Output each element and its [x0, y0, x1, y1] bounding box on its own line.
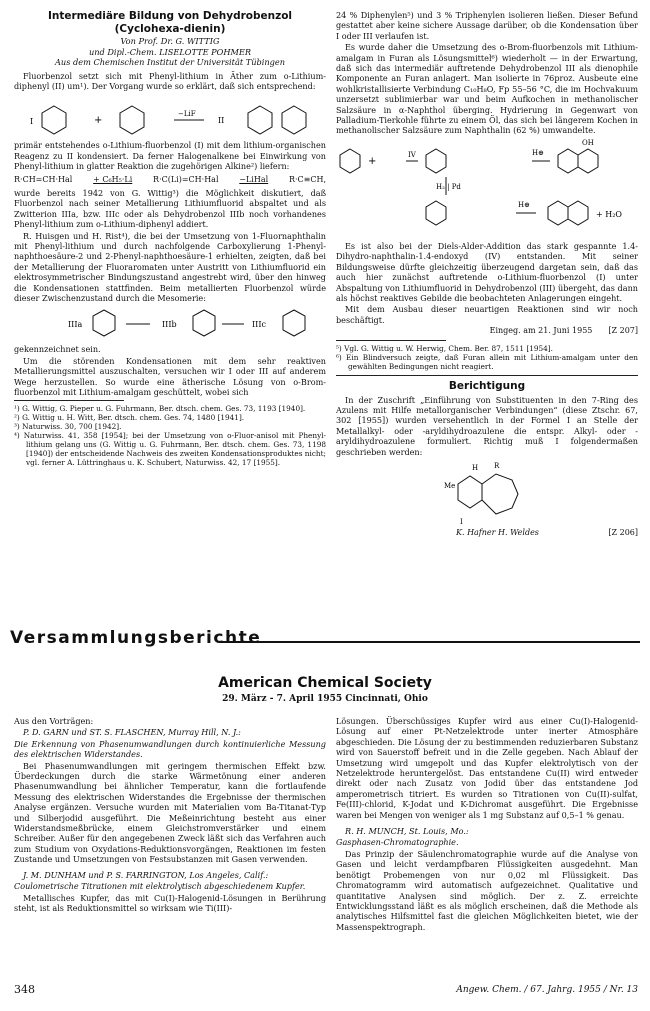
footnote: ⁶) Ein Blindversuch zeigte, daß Furan allein mit Lithium-amalgam unter den gewählten Bedingungen nicht reagiert. — [336, 352, 638, 371]
bicyclic-ring — [426, 149, 446, 173]
institute-line: Aus dem Chemischen Institut der Universität Tübingen — [55, 57, 285, 67]
benzene-ring — [120, 106, 144, 134]
lecture-author: R. H. MUNCH, St. Louis, Mo.: — [345, 826, 469, 837]
page-number: 348 — [14, 983, 35, 996]
atom-label: R — [494, 461, 500, 470]
scheme-1-drawing — [14, 92, 326, 140]
scheme-reagent: + C₆H₅·Li — [93, 174, 133, 184]
received-date: Eingeg. am 21. Juni 1955 — [489, 326, 593, 336]
mesomerism-scheme — [14, 304, 326, 344]
lecture-title: Coulometrische Titrationen mit elektrolytisch abgeschiedenem Kupfer. — [14, 881, 306, 892]
scheme-start: R·CH=CH·Hal — [14, 174, 73, 184]
reagent-label: H⊕ — [518, 200, 530, 209]
coauthor-line: und Dipl.-Chem. LISELOTTE POHMER — [88, 46, 252, 57]
azulene-drawing — [336, 458, 638, 528]
paragraph: Um die störenden Kondensationen mit dem sehr reaktiven Metallierungsmittel auszuschalten, versuchen wir I oder III auf anderem Wege herzustellen. So wurde eine ätherische Lösung von o-Brom-fluorbenzol mit Lithium-amalgam geschüttelt, wobei sich — [14, 355, 326, 398]
reaction-scheme-2 — [14, 175, 326, 185]
footnote: ³) Naturwiss. 30, 700 [1942]. — [14, 422, 122, 432]
svg-text:+: + — [94, 115, 103, 127]
lecture-text: Metallisches Kupfer, das mit Cu(I)-Halogenid-Lösungen in Berührung steht, ist als Reduktionsmittel so wirksam wie Ti(III)- — [14, 892, 326, 913]
naphthalene-ring — [578, 149, 598, 173]
reagent-label: −LiF — [178, 110, 196, 119]
scheme-mid: R·C(Li)=CH·Hal — [153, 174, 219, 184]
author-line: Von Prof. Dr. G. WITTIG — [120, 36, 220, 46]
section-divider — [336, 375, 638, 376]
paragraph: Mit dem Ausbau dieser neuartigen Reaktionen sind wir noch beschäftigt. — [336, 304, 638, 325]
byproduct-label: + H₂O — [596, 209, 622, 219]
section-rule — [220, 641, 640, 643]
lecture-text: Lösungen. Überschüssiges Kupfer wird aus einer Cu(I)-Halogenid-Lösung auf einer Pt-Netzelektrode unter inerter Atmosphäre abgeschieden. Die Lösung der zu bestimmenden reduzierbaren Substanz wird von Sauerstoff befreit und in die Zelle gegeben. Nach Ablauf der Umsetzung wird umgepolt und das Kupfer elektrolytisch von der Netzelektrode heruntergelöst. Das entstandene Cu(II) wird entweder direkt oder nach Zusatz von Jodid über das entstandene Jod amperometrisch titriert. Es wurden so Titrationen von Cu(II)-sulfat, Fe(III)-chlorid, K-Jodat und K-Dichromat ausgeführt. Die Ergebnisse waren bei Mengen von weniger als 1 mg Substanz auf 0,5–1 % genau. — [336, 716, 638, 820]
naphthalene-ring — [568, 201, 588, 225]
footnote: ¹) G. Wittig, G. Pieper u. G. Fuhrmann, Ber. dtsch. chem. Ges. 73, 1193 [1940]. — [14, 404, 306, 414]
meeting-dates: 29. März - 7. April 1955 Cincinnati, Ohio — [222, 694, 428, 704]
reaction-scheme-3 — [336, 137, 638, 241]
compound-label: IV — [408, 150, 416, 159]
scheme-reagent: −LiHal — [239, 174, 269, 184]
paragraph: 24 % Diphenylen⁵) und 3 % Triphenylen isolieren ließen. Dieser Befund gestattet aber keine sichere Aussage darüber, ob die Kondensation über I oder III verlaufen ist. — [336, 10, 638, 41]
paragraph: Fluorbenzol setzt sich mit Phenyl-lithium in Äther zum o-Lithium-diphenyl (II) um¹). Der Vorgang wurde so erklärt, daß sich entsprechend: — [14, 70, 326, 91]
benzene-ring — [93, 310, 115, 336]
reference-code: [Z 207] — [608, 326, 638, 336]
section-heading: Versammlungsberichte — [10, 628, 262, 648]
benzene-ring — [42, 106, 66, 134]
benzene-ring — [283, 310, 305, 336]
report-left-column — [14, 716, 326, 914]
benzene-ring — [193, 310, 215, 336]
paragraph: Es ist also bei der Diels-Alder-Addition das stark gespannte 1.4-Dihydro-naphthalin-1.4-endoxyd (IV) entstanden. Mit seiner Bildungsweise dürfte gleichzeitig überzeugend dargetan sein, daß das auch hier zunächst auftretende o-Lithium-fluorbenzol (I) unter Abspaltung von Lithiumfluorid in Dehydrobenzol (III) übergeht, das dann als höchst reaktives Gebilde die beobachteten Anlagerungen eingeht. — [336, 240, 638, 303]
footnote: ⁵) Vgl. G. Wittig u. W. Herwig, Chem. Ber. 87, 1511 [1954]. — [336, 343, 553, 353]
product-label: II — [218, 116, 225, 126]
benzene-ring — [340, 149, 360, 173]
benzene-ring — [282, 106, 306, 134]
seven-ring — [482, 474, 518, 514]
mesomerism-drawing — [14, 304, 326, 344]
paragraph: Es wurde daher die Umsetzung des o-Brom-fluorbenzols mit Lithium-amalgam in Furan als Lösungsmittel⁶) wiederholt — in der Erwartung, daß sich das intermediär auftretende Dehydrobenzol III als dienophile Komponente an Furan anlagert. Man isolierte in 76proz. Ausbeute eine wohlkristallisierte Verbindung C₁₀H₈O, Fp 55–56 °C, die im Hochvakuum unzersetzt sublimierbar war und beim Aufkochen in methanolischer Salzsäure in α-Naphthol überging. Hydrierung in Gegenwart von Palladium-Tierkohle führte zu einem Öl, das sich bei längerem Kochen in methanolischer Salzsäure zum Naphthalin (62 %) umwandelte. — [336, 42, 638, 136]
reaction-scheme-1 — [14, 92, 326, 140]
correction-signature — [336, 528, 638, 538]
lecture-title: Die Erkennung von Phasenumwandlungen durch kontinuierliche Messung des elektrischen Widerstandes. — [14, 738, 326, 760]
atom-label: Me — [444, 481, 456, 490]
report-right-column — [336, 716, 638, 933]
correction-ref: [Z 206] — [608, 527, 638, 537]
received-line — [336, 326, 638, 336]
correction-text: In der Zuschrift „Einführung von Substituenten in den 7-Ring des Azulens mit Hilfe metallorganischer Verbindungen“ (diese Ztschr. 67, 302 [1955]) wurden versehentlich in der Formel I an Stelle der Metallalkyl- oder -aryldihydroazulene die entspr. Alkyl- oder -aryldihydroazulene formuliert. Richtig muß I folgendermaßen geschrieben werden: — [336, 394, 638, 457]
article-title: Intermediäre Bildung von Dehydrobenzol — [47, 10, 293, 22]
lecture-title: Gasphasen-Chromatographie. — [336, 837, 459, 848]
structure-label: IIIc — [252, 320, 266, 330]
lecture-author: P. D. GARN und ST. S. FLASCHEN, Murray Hill, N. J.: — [23, 727, 241, 738]
lecture-text: Bei Phasenumwandlungen mit geringem thermischen Effekt bzw. Überdeckungen durch die starke Wärmetönung einer anderen Phasenumwandlung bei ähnlicher Temperatur, kann die fortlaufende Messung des elektrischen Widerstandes die Ergebnisse der thermischen Analyse ergänzen. Versuche wurden mit Materialien vom Ba-Titanat-Typ und Silberjodid ausgeführt. Die Meßeinrichtung besteht aus einer Widerstandsmeßbrücke, einem Gleichstromverstärker und einem Schreiber. Außer für den angegebenen Zweck läßt sich das Verfahren auch zum Studium von Oxydations-Reduktionsvorgängen, Reaktionen im festen Zustande und Umsetzungen von Festsubstanzen mit Gasen verwenden. — [14, 760, 326, 865]
footnote: ²) G. Wittig u. H. Witt, Ber. dtsch. chem. Ges. 74, 1480 [1941]. — [14, 413, 245, 423]
footnote: ⁴) Naturwiss. 41, 358 [1954]; bei der Umsetzung von o-Fluor-anisol mit Phenyl-lithium gelang uns (G. Wittig u. G. Fuhrmann, Ber. dtsch. chem. Ges. 73, 1198 [1940]) der entscheidende Nachweis des zweiten Kondensationsproduktes nicht; vgl. ferner A. Lüttringhaus u. K. Schubert, Naturwiss. 42, 17 [1955]. — [14, 431, 327, 468]
naphthalene-ring — [558, 149, 578, 173]
correction-title: Berichtigung — [448, 379, 526, 392]
paragraph: wurde bereits 1942 von G. Wittig³) die Möglichkeit diskutiert, daß Fluorbenzol nach seiner Metallierung Lithiumfluorid abspaltet und als Zwitterion IIIa, bzw. IIIc oder als Dehydrobenzol IIIb noch vorhandenes Phenyl-lithium zum o-Lithium-diphenyl addiert. — [14, 187, 326, 230]
reagent-label: H⊕ — [532, 148, 544, 157]
correction-structure — [336, 458, 638, 528]
paragraph: gekennzeichnet sein. — [14, 344, 101, 355]
footnote-divider — [336, 340, 446, 341]
atom-label: H — [472, 463, 479, 472]
svg-text:+: + — [368, 155, 377, 167]
journal-citation: Angew. Chem. / 67. Jahrg. 1955 / Nr. 13 — [456, 985, 638, 995]
scheme-end: R·C≡CH, — [288, 174, 326, 184]
paragraph: primär entstehendes o-Lithium-fluorbenzol (I) mit dem lithium-organischen Reagenz zu II kondensiert. Da ferner Halogenalkene bei Einwirkung von Phenyl-lithium in glatter Reaktion die zugehörigen Alkine²) liefern: — [14, 140, 326, 172]
reagent-label: H₂ | Pd — [436, 182, 461, 191]
compound-label: I — [460, 517, 463, 526]
lecture-author: J. M. DUNHAM und P. S. FARRINGTON, Los Angeles, Calif.: — [23, 869, 269, 880]
article-right-column — [336, 10, 638, 538]
report-intro: Aus den Vorträgen: — [14, 716, 94, 726]
compound-label: I — [30, 117, 34, 127]
paragraph: R. Huisgen und H. Rist⁴), die bei der Umsetzung von 1-Fluornaphthalin mit Phenyl-lithium und durch nachfolgende Carboxylierung 1-Phenyl-naphthoesäure-2 und 2-Phenyl-naphthoesäure-1 erhielten, zeigten, daß bei der Metallierung der Fluoraromaten unter Austritt von Lithiumfluorid ein elektrosymmetrischer Bindungszustand angestrebt wird, über den hinweg die Kondensationen stattfinden. Beim metallierten Fluorbenzol würde dieser Zwischenzustand durch die Mesomerie: — [14, 230, 326, 303]
society-title: American Chemical Society — [218, 675, 432, 691]
correction-authors: K. Hafner H. Weldes — [456, 527, 539, 537]
scheme-3-drawing — [336, 137, 638, 241]
article-subtitle: (Cyclohexa-dienin) — [114, 23, 226, 35]
footnote-divider — [14, 400, 124, 401]
naphthalene-ring — [548, 201, 568, 225]
structure-label: IIIa — [68, 320, 83, 330]
five-ring — [458, 476, 482, 508]
benzene-ring — [248, 106, 272, 134]
lecture-text: Das Prinzip der Säulenchromatographie wurde auf die Analyse von Gasen und leicht verdampfbaren Flüssigkeiten ausgedehnt. Man benötigt Probemengen von nur 0,02 ml Flüssigkeit. Das Chromatogramm wird automatisch aufgezeichnet. Qualitative und quantitative Analysen sind möglich. Der z. Z. erreichte Entwicklungsstand läßt es als möglich erscheinen, daß die Methode als analytisches Hilfsmittel fast die gleichen Möglichkeiten bietet, wie der Massenspektrograph. — [336, 848, 638, 932]
saturated-ring — [426, 201, 446, 225]
structure-label: IIIb — [162, 320, 177, 330]
article-left-column — [14, 10, 326, 467]
substituent-label: OH — [582, 138, 594, 147]
